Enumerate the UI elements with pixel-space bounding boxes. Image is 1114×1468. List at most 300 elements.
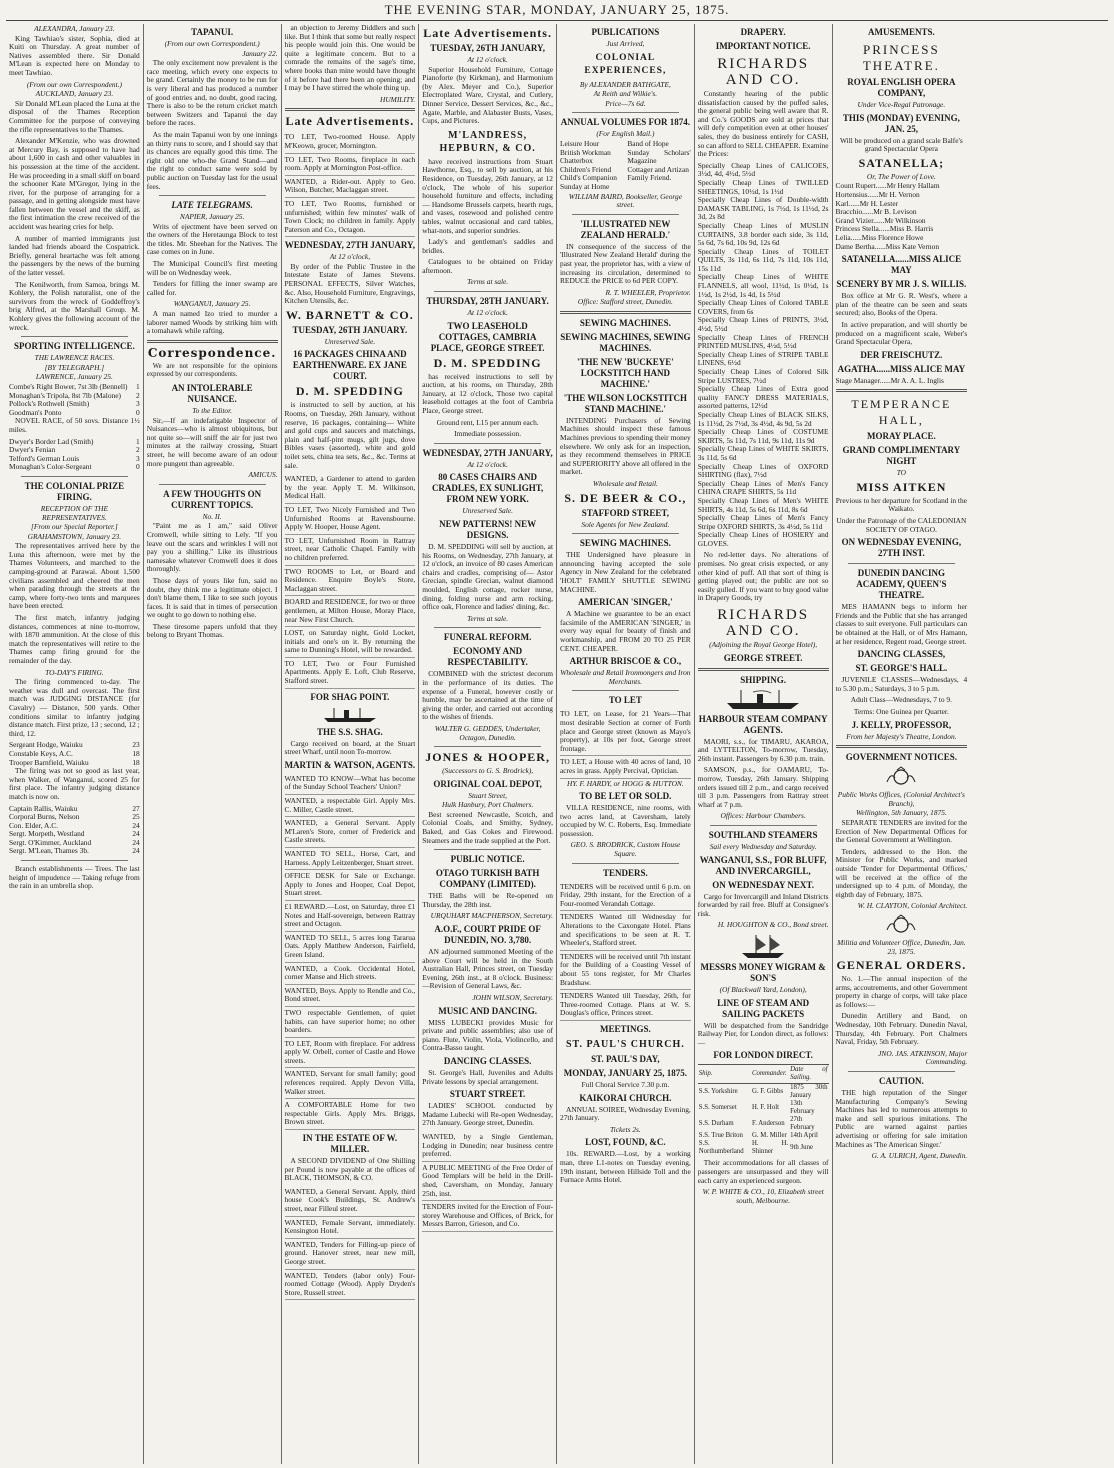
classified-ad: TWO ROOMS to Let, or Board and Residence. Enquire Boyle's Store, Maclaggan street. xyxy=(285,566,416,597)
price-item: Specially Cheap Lines of Colored Silk Stripe LUSTRES, 7½d xyxy=(697,367,829,385)
classified-ad: WANTED, Tenders (labor only) Four-roomed Cottage (Wood). Apply Dryden's Store, Russell street. xyxy=(285,1270,416,1301)
volume-item: Sunday Scholars' Magazine xyxy=(627,147,691,166)
classified-ad: TO LET, Two-roomed House. Apply M'Keown, grocer, Mornington. xyxy=(285,131,416,153)
place: 1 xyxy=(136,381,140,391)
classified-ad: BOARD and RESIDENCE, for two or three gentlemen, at Milton House, Moray Place, near New First Church. xyxy=(285,596,416,627)
volume-item: Chatterbox xyxy=(560,156,593,166)
volume-item: Sunday at Home xyxy=(560,181,610,191)
competitor: Captain Rallis, Waiuku xyxy=(9,803,78,813)
subheading: No. II. xyxy=(202,511,222,521)
section-heading: TAPANUI. xyxy=(191,27,234,37)
competitor: Trooper Barnfield, Waiuku xyxy=(9,757,89,767)
horse-name: Monaghan's Tripola, 8st 7lb (Malone) xyxy=(9,390,121,400)
agents-name: MARTIN & WATSON, AGENTS. xyxy=(284,759,416,770)
classified-ad: TO LET, Two or Four Furnished Apartments. Apply E. Loft, Club Reserve, Stafford street. xyxy=(285,658,416,689)
lead-role: SATANELLA......MISS ALICE MAY xyxy=(841,254,962,276)
divider xyxy=(285,108,416,111)
classified-ad: WANTED, a Gardener to attend to garden by the year. Apply T. M. Wilkinson, Medical Hall. xyxy=(285,473,416,504)
company-name: ROYAL ENGLISH OPERA COMPANY, xyxy=(847,77,956,98)
divider xyxy=(159,195,266,196)
agents-heading: HARBOUR STEAM COMPANY AGENTS. xyxy=(698,713,828,735)
price-item: Specially Cheap Lines of OXFORD SHIRTING (flax), 7½d xyxy=(697,461,829,480)
classified-ad: TO LET, Two Nicely Furnished and Two Unfurnished Rooms at Ravensbourne. Apply W. Hooper, House Agent. xyxy=(285,504,416,535)
horse-name: Goodman's Ponto xyxy=(9,407,62,417)
classified-ad: WANTED, by a Single Gentleman, Lodging in Dunedin; near business centre preferred. xyxy=(422,1131,553,1162)
horse-name: Pollock's Rothwell (Smith) xyxy=(9,399,90,409)
date-cell: 9th June xyxy=(790,1144,813,1152)
subheading: TO-DAY'S FIRING. xyxy=(45,667,104,677)
opera-title: SATANELLA; xyxy=(858,155,945,170)
competitor: Con. Elder, A.C. xyxy=(9,820,58,830)
score: 27 xyxy=(132,803,140,813)
price-item: Specially Cheap Lines of FRENCH PRINTED MUSLINS, 4½d, 5½d xyxy=(697,332,829,351)
ad-text: A Machine we guarantee to be an exact facsimile of the AMERICAN 'SINGER,' in every way equal for beauty of finish and workmanship, and FROM 20 TO 25 PER CENT. CHEAPER. xyxy=(560,609,691,653)
price-item: Specially Cheap Lines of WHITE FLANNELS, all wool, 11½d, 1s 0½d, 1s 1½d, 1s 2½d, 1s 4d, 1s 5½d xyxy=(697,272,829,299)
news-paragraph: The Kenilworth, from Samoa, brings M. Kohlery, the Polish naturalist, one of the survivors from the wreck of Goddeffroy's brig Alfred, at the Marshall Group. M. Kohlery gives the following account of the wreck. xyxy=(9,279,140,332)
section-heading: GOVERNMENT NOTICES. xyxy=(845,752,958,763)
ad-text: Previous to her departure for Scotland in the Waikato. xyxy=(835,495,967,514)
score: 18 xyxy=(132,757,140,767)
classified-ad: TENDERS will be received until 6 p.m. on Friday, 29th instant, for the Erection of a Four-roomed Verandah Cottage. xyxy=(560,881,691,912)
notice-text: Dunedin Artillery and Band, on Wednesday, 10th February. Dunedin Naval, Thursday, 4th February. Port Chalmers Naval, Friday, 5th February. xyxy=(835,1011,968,1047)
dateline: ALEXANDRA, January 23. xyxy=(34,24,115,33)
classified-ad: WANTED TO SELL, 5 acres long Tararua Oats. Apply Matthew Anderson, Fairfield, Green Island. xyxy=(285,932,416,963)
auction-date: WEDNESDAY, 27TH JANUARY, xyxy=(422,447,553,458)
classified-ad: WANTED, Boys. Apply to Rendle and Co., Bond street. xyxy=(285,985,416,1007)
event-date: ON WEDNESDAY EVENING, 27TH INST. xyxy=(841,537,962,559)
news-paragraph: Sir,—If an indefatigable Inspector of Nuisances—who is almost ubiquitous, but not quite so—will sniff the air for just two minutes at the railway crossing, Stuart street, he will become aware of an odour more pungent than agreeable. xyxy=(146,415,278,468)
section-heading: TO LET xyxy=(608,695,642,706)
news-paragraph: The first match, infantry judging distances, commences at nine to-morrow, with 1870 ammunition. At the close of this match the representatives will retire to the Thames camp firing ground for the remainder of the day. xyxy=(9,613,140,665)
stage-manager: Stage Manager......Mr A. A. L. Inglis xyxy=(835,375,944,385)
commander-cell: G. F. Gibbs xyxy=(751,1088,784,1096)
auction-text: Catalogues to be obtained on Friday afternoon. xyxy=(422,257,553,275)
cast-list xyxy=(836,182,968,251)
ad-text: Adult Class—Wednesdays, 7 to 9. xyxy=(850,695,952,705)
address: GEORGE STREET. xyxy=(723,652,803,663)
column-3 xyxy=(282,24,420,1464)
place: 0 xyxy=(136,462,140,472)
subheading: (For English Mail.) xyxy=(596,129,655,139)
shipping-text: SAMSON, p.s., for OAMARU, To-morrow, Tuesday, 26th January. Shipping orders issued till 2 p.m., and cargo received till 3 p.m. Passengers from Rattray street wharf at 7 p.m. xyxy=(697,765,829,809)
price-item: Specially Cheap Lines of STRIPE TABLE LINENS, 6½d xyxy=(697,349,829,368)
classified-ad: WANTED TO KNOW—What has become of the Sunday School Teachers' Union? xyxy=(285,773,416,795)
company-name: ARTHUR BRISCOE & CO., xyxy=(569,656,682,667)
notice-text: THE high reputation of the Singer Manufacturing Company's Sewing Machines has led to numerous attempts to make and sell spurious imitations. The Public are warned against parties advertising or offering for sale imitation Machines as 'The American Singer.' xyxy=(835,1088,968,1149)
section-heading: A FEW THOUGHTS ON CURRENT TOPICS. xyxy=(163,488,262,510)
agents-name: W. P. WHITE & CO., 10, Elizabeth street south, Melbourne. xyxy=(702,1187,824,1205)
price-item: Specially Cheap Lines of Men's Fancy CHINA CRAPE SHIRTS, 5s 11d xyxy=(697,478,829,497)
divider xyxy=(572,214,679,215)
commander-cell: G. M. Miller xyxy=(751,1132,787,1140)
score: 24 xyxy=(132,837,140,847)
seller: WILLIAM BAIRD, Bookseller, George street. xyxy=(568,191,682,210)
competitor: Sergt. M'Lean, Thames 3b. xyxy=(9,846,89,856)
notice-text: SEPARATE TENDERS are invited for the Erection of New Departmental Offices for the General Government at Wellington. xyxy=(835,817,968,845)
undertaker: WALTER G. GEDDES, Undertaker, Octagon, Dunedin. xyxy=(434,723,541,742)
shipping-text: Will be despatched from the Sandridge Railway Pier, for London direct, as follows:— xyxy=(697,1020,829,1047)
score: 23 xyxy=(132,740,140,750)
signature: W. H. CLAYTON, Colonial Architect. xyxy=(857,901,968,911)
author: By ALEXANDER BATHGATE, xyxy=(579,79,671,89)
divider xyxy=(836,745,968,748)
masthead: THE EVENING STAR, MONDAY, JANUARY 25, 1875. xyxy=(384,2,730,17)
cast-item: Bracchio......Mr B. Levison xyxy=(835,207,917,217)
auction-text: D. M. SPEDDING will sell by auction, at his Rooms, on Wednesday, 27th January, at 12 o'clock, an invoice of 80 cases American chairs and cradles, comprising of— Astor Grecian, spindle Grecian, walnut diamond moulded, English cottage, rocker nurse, dining, folding nurse and arm rocking, office oak, Florence and ladies' dining, &c. xyxy=(422,542,553,612)
dateline: Wellington, 5th January, 1875. xyxy=(855,808,947,818)
price-item: Specially Cheap Lines of Colored TABLE COVERS, from 6s xyxy=(697,298,829,316)
horse-name: Monaghan's Color-Sergeant xyxy=(9,462,92,472)
divider xyxy=(710,825,817,826)
table-header-row xyxy=(698,1065,829,1084)
news-paragraph: The Municipal Council's first meeting will be on Wednesday week. xyxy=(146,259,278,277)
ad-text: JUVENILE CLASSES—Wednesdays, 4 to 5.30 p.m.; Saturdays, 3 to 5 p.m. xyxy=(835,675,968,693)
event-text: ANNUAL SOIREE, Wednesday Evening, 27th January. xyxy=(560,1104,691,1123)
column-2 xyxy=(144,24,282,1464)
sailing-table xyxy=(698,1064,829,1156)
column-header: Date of Sailing. xyxy=(789,1065,828,1084)
divider xyxy=(434,849,541,850)
news-paragraph: These tiresome papers unfold that they belong to Bryant Thomas. xyxy=(146,621,278,640)
agent: HY. F. HARDY, or HOGG & HUTTON. xyxy=(567,778,684,788)
auction-text: have received instructions from Stuart Hawthorne, Esq., to sell by auction, at his Residence, on Tuesday, 26th January, at 12 o'clock, The whole of his superior household furniture and effects, including— Handsome Brussels carpets, hearth rugs, and vases, rosewood and polished centre tables, walnut occasional and card tables, what-nots, and superior sundries. xyxy=(422,156,553,235)
horse-name: Combe's Right Bower, 7st 3lb (Bennell) xyxy=(9,381,128,391)
dateline: LAWRENCE, January 25. xyxy=(35,372,113,382)
section-heading: MEETINGS. xyxy=(599,1023,651,1034)
date-cell: 1875 30th January xyxy=(790,1084,828,1100)
classified-ad: WANTED, Tenders for Filling-up piece of ground. Hanover street, near new mill, George street. xyxy=(285,1239,416,1270)
price-item: Specially Cheap Lines of TOILET QUILTS, 3s 11d, 6s 11d, 7s 11d, 10s 11d, 15s 11d xyxy=(697,246,829,273)
classified-ad: £1 REWARD.—Lost, on Saturday, three £1 Notes and Half-sovereign, between Rattray street and Octagon. xyxy=(285,901,416,932)
auctioneer-name: D. M. SPEDDING xyxy=(295,384,404,399)
section-heading: LATE TELEGRAMS. xyxy=(171,200,253,211)
terms: Terms at sale. xyxy=(467,277,509,287)
date-cell: 13th February xyxy=(790,1100,815,1116)
classified-ad: WANTED, a Rider-out. Apply to Geo. Wilson, Butcher, Maclaggan street. xyxy=(285,176,416,198)
competitor: Constable Keys, A.C. xyxy=(9,748,73,758)
section-heading: SEWING MACHINES. xyxy=(579,538,671,549)
classified-ad: TO LET, Room with fireplace. For address apply W. Orbell, corner of Castle and Howe streets. xyxy=(285,1038,416,1069)
office-heading: Militia and Volunteer Office, Dunedin, Jan. 23, 1875. xyxy=(837,937,966,956)
table-row xyxy=(698,1140,829,1156)
divider xyxy=(21,476,128,477)
notice-text: AN adjourned summoned Meeting of the above Court will be held in the South Australian Hall, Princes street, on Tuesday Evening, 26th inst., at 8 o'clock. Business:—Revision of General Laws, &c. xyxy=(422,947,553,991)
place: 0 xyxy=(136,407,140,417)
address: Stuart Street, xyxy=(468,790,507,800)
cast-item: Count Rupert......Mr Henry Hallam xyxy=(835,181,940,191)
performance-date: THIS (MONDAY) EVENING, JAN. 25, xyxy=(842,112,960,134)
classified-ad: WANTED, a respectable Girl. Apply Mrs. C. Miller, Castle street. xyxy=(285,795,416,817)
price-item: Specially Cheap Lines of COSTUME SKIRTS, 5s 11d, 7s 11d, 9s 11d, 11s 9d xyxy=(697,427,829,445)
divider xyxy=(21,860,128,861)
notice-heading: IMPORTANT NOTICE. xyxy=(715,41,811,51)
sale-title: 80 CASES CHAIRS AND CRADLES, EX SUNLIGHT, FROM NEW YORK. xyxy=(431,472,544,505)
editor-note: We are not responsible for the opinions expressed by our correspondents. xyxy=(146,362,278,379)
section-heading: THE COLONIAL PRIZE FIRING. xyxy=(24,480,125,502)
signature: HUMILITY. xyxy=(379,94,416,104)
classified-ad: TENDERS invited for the Erection of Four-storey Warehouse and Offices, of Brick, for Messrs Barron, Grieson, and Co. xyxy=(422,1201,553,1232)
race-results xyxy=(9,438,140,472)
orders-heading: GENERAL ORDERS. xyxy=(836,958,967,973)
divider xyxy=(572,112,679,113)
salutation: To the Editor. xyxy=(192,406,233,415)
subheading: Just Arrived, xyxy=(606,39,645,48)
section-heading: AMUSEMENTS. xyxy=(867,27,935,37)
volume-item: Band of Hope xyxy=(627,138,669,148)
steamship-icon xyxy=(723,689,803,711)
ad-text: THE Undersigned have pleasure in announcing having accepted the sole Agency in New Zealand for the celebrated 'HOLT' FAMILY SHUTTLE SEWING MACHINE. xyxy=(560,550,691,594)
auction-text: Ground rent, L15 per annum each. xyxy=(436,417,539,427)
ship-cell: S.S. True Briton xyxy=(698,1132,743,1140)
classified-ad: A PUBLIC MEETING of the Free Order of Good Templars will be held in the Drill-shed, Caversham, on Monday, January 25th, inst. xyxy=(422,1162,553,1201)
divider xyxy=(848,1071,956,1072)
news-paragraph: Writs of ejectment have been served on the owners of the Heretaunga Block to test the titles. Mr. Sheehan for the Natives. The case comes on in June. xyxy=(146,221,278,257)
sale-title: NEW PATTERNS! NEW DESIGNS. xyxy=(439,519,537,540)
price-item: Specially Cheap Lines of BLACK SILKS, 1s 11½d, 2s 7½d, 3s 4½d, 4s 9d, 5s 2d xyxy=(697,409,829,428)
volume-list xyxy=(560,140,691,192)
classified-ad: WANTED, Servant for small family; good references required. Apply Devon Villa, Walker street. xyxy=(285,1068,416,1099)
cast-item: Dame Bertha......Miss Kate Vernon xyxy=(835,241,940,251)
horse-name: Dwyer's Fenian xyxy=(9,445,56,455)
volume-item: British Workman xyxy=(560,147,611,157)
classified-ad: LOST, on Saturday night, Gold Locket, initials and one's on it. By returning the same to Dunning's Hotel, will be rewarded. xyxy=(285,627,416,658)
royal-crest-icon xyxy=(883,914,919,936)
agent: GEO. S. BRODRICK, Custom House Square. xyxy=(570,840,681,859)
signature: URQUHART MACPHERSON, Secretary. xyxy=(430,911,553,921)
route-heading: FOR LONDON DIRECT. xyxy=(713,1050,813,1061)
signature: AMICUS. xyxy=(248,470,278,480)
section-heading: Late Advertisements. xyxy=(285,114,415,129)
auction-text: is instructed to sell by auction, at his Rooms, on Tuesday, 26th January, without reserve, 16 packages, containing— White and gold cups and saucers and matchings, plain and half-pint mugs, gilt jugs, dove Bibles vases (assorted), white and gold toilet sets, china tea sets, &c., &c. Terms at sale. xyxy=(284,400,416,470)
price-item: Specially Cheap Lines of WHITE SKIRTS, 3s 11d, 5s 6d xyxy=(697,444,829,462)
shipping-text: Cargo for Invercargill and Inland Districts forwarded by rail free. Bluff at Consignee's risk. xyxy=(697,891,829,918)
section-heading: PUBLICATIONS xyxy=(591,27,660,37)
news-paragraph: The firing was not so good as last year, when Walker, of Wanganui, scored 25 for first place. The infantry judging distance match is now on. xyxy=(9,766,140,801)
score: 24 xyxy=(132,846,140,856)
date-cell: 14th April xyxy=(790,1132,818,1140)
section-heading: SOUTHLAND STEAMERS xyxy=(708,829,818,840)
section-heading: CAUTION. xyxy=(878,1076,924,1087)
news-paragraph: Those days of yours like fun, said no doubt, they think me a legitimate object. I don't blame them, I like to see such joyous faces. It is said that in times of persecution we ought to go down to nothing else. xyxy=(146,575,278,620)
volume-item: Leisure Hour xyxy=(560,138,600,148)
signature: JOHN WILSON, Secretary. xyxy=(472,993,553,1002)
volume-item: Cottager and Artizan xyxy=(627,164,689,174)
auction-time: At 12 o'clock. xyxy=(467,459,508,469)
classified-ad: WANTED TO SELL, Horse, Cart, and Harness. Apply Leitzenberger, Stuart street. xyxy=(285,848,416,870)
subheading: DANCING CLASSES. xyxy=(443,1055,532,1066)
shipping-text: MAORI, s.s., for TIMARU, AKAROA, and LYTTELTON, To-morrow, Tuesday, 26th instant. Passengers by 6.30 p.m. train. xyxy=(697,736,829,763)
section-heading: DANCING CLASSES, xyxy=(857,649,946,660)
classified-ad: TO LET, Two Rooms, furnished or unfurnished; within few minutes' walk of Town Clock; no children in family. Apply Paterson and Co., Octagon. xyxy=(285,198,416,237)
date-cell: 27th February xyxy=(790,1116,815,1132)
address: STAFFORD STREET, xyxy=(581,507,669,518)
ad-heading: 'ILLUSTRATED NEW ZEALAND HERALD.' xyxy=(580,218,671,240)
column-7 xyxy=(833,24,971,1464)
product-name: 'THE NEW 'BUCKEYE' LOCKSTITCH HAND MACHINE.' xyxy=(576,356,674,389)
event-text: Full Choral Service 7.30 p.m. xyxy=(581,1079,670,1089)
ad-text: Constantly hearing of the public dissatisfaction caused by the puffed sales, the general public being well aware that R. and Co.'s GOODS are sold at prices that will defy competition even at other houses' sales, they do business entirely for CASH, so can afford to SELL CHEAPER. Examine the Prices: xyxy=(697,89,829,159)
sale-type: Unreserved Sale. xyxy=(324,336,376,346)
event-title: ST. PAUL'S DAY, xyxy=(591,1053,660,1064)
dateline: GRAHAMSTOWN, January 23. xyxy=(27,531,122,541)
funeral-text: COMBINED with the strictest decorum in the performance of its duties. The expense of a Funeral, however costly or humble, may be ascertained at the time of giving the order, and carried out according to the wishes of friends. xyxy=(422,669,553,722)
news-paragraph: Branch establishments — Trees. The last height of impudence — Taking refuge from the rain in an umbrella shop. xyxy=(9,864,140,891)
column-5 xyxy=(557,24,695,1464)
horse-name: Dwyer's Border Lad (Smith) xyxy=(9,436,94,446)
section-heading: Late Advertisements. xyxy=(423,26,552,40)
cast-item: Lelia......Miss Florence Howe xyxy=(835,232,924,242)
subheading: RECEPTION OF THE REPRESENTATIVES. xyxy=(40,503,109,522)
table-row xyxy=(698,1100,829,1116)
classified-ad: WANTED, Female Servant, immediately. Kensington Hotel. xyxy=(285,1217,416,1239)
signature: G. A. ULRICH, Agent, Dunedin. xyxy=(871,1151,968,1161)
price-item: Specially Cheap Lines of Extra good quality FANCY DRESS MATERIALS, assorted patterns, 12½d xyxy=(697,384,829,411)
classified-ad: TO LET, Two Rooms, fireplace in each room. Apply at Mornington Post-office. xyxy=(285,154,416,176)
royal-crest-icon xyxy=(883,766,919,788)
classified-ad: TO LET, on Lease, for 21 Years—That most desirable Section at corner of Forth place and George street (known as Mayo's property), at 10s per foot, George street frontage. xyxy=(560,708,691,756)
price-item: Specially Cheap Lines of PRINTS, 3½d, 4½d, 5½d xyxy=(697,315,829,334)
auctioneer-name: D. M. SPEDDING xyxy=(433,355,542,370)
agent-note: Sole Agents for New Zealand. xyxy=(581,519,670,529)
cast-item: Karl......Mr H. Lester xyxy=(835,198,899,208)
ad-text: Terms: One Guinea per Quarter. xyxy=(853,707,949,716)
address: Hulk Hanbury, Port Chalmers. xyxy=(441,800,534,810)
table-row xyxy=(698,1084,829,1101)
price-item: Specially Cheap Lines of TWILLED SHEETINGS, 10½d, 1s 1½d xyxy=(697,177,829,196)
notice-text: St. George's Hall, Juveniles and Adults Private lessons by special arrangement. xyxy=(422,1067,553,1086)
classified-ad: A COMFORTABLE Home for two respectable Girls. Apply Mrs. Briggs, Brown street. xyxy=(285,1099,416,1130)
competitor: Sergt. O'Kimmer, Auckland xyxy=(9,837,92,847)
auctioneer-name: M'LANDRESS, HEPBURN, & CO. xyxy=(439,129,536,154)
ad-text: INTENDING Purchasers of Sewing Machines should inspect these famous Machines previous to spending their money elsewhere. We only ask for an inspection, as they recommend themselves in PRICE and SUPERIORITY above all offered in the market. xyxy=(560,415,691,477)
news-paragraph: Sir Donald M'Lean placed the Luna at the disposal of the Thames Reception Committee for the purpose of conveying the rifle representatives to the Thames. xyxy=(9,98,140,134)
price-list xyxy=(698,162,829,549)
news-paragraph: The firing commenced to-day. The weather was dull and overcast. The first match was JUDGING DISTANCE (for Cavalry) — Distance, 500 yards. Other conditions similar to infantry judging distance match. First prize, 13 ; second, 12 ; third, 12. xyxy=(9,677,140,738)
seller: At Reith and Wilkie's. xyxy=(593,89,658,99)
price-item: Specially Cheap Lines of Double-width DAMASK TABLING, 1s 7½d, 1s 11½d, 2s 3d, 2s 8d xyxy=(697,195,829,222)
coal-text: Best screened Newcastle, Scotch, and Colonial Coals, and Smithy, Sydney, Baked, and Gas Cokes and Firewood. Steamers and the trade supplied at the Port. xyxy=(422,809,553,845)
auction-time: At 12 o'clock. xyxy=(467,55,508,64)
section-heading: LOST, FOUND, &C. xyxy=(585,1137,666,1148)
sailing-ship-icon xyxy=(738,933,788,959)
section-heading: SHIPPING. xyxy=(740,674,786,685)
news-paragraph: "Paint me as I am," said Oliver Cromwell, while sitting to Lely. "If you leave out the scars and wrinkles I will not pay you a shilling." Like its illustrious namesake whatever Cromwell does it does thoroughly. xyxy=(146,521,278,574)
notice-text: MISS LUBECKI provides Music for private and public assemblies; also use of piano. Flute, Violin, Viola, Violincello, and Contra-Basso taught. xyxy=(422,1017,553,1053)
subheading: THE LAWRENCE RACES. xyxy=(34,353,115,363)
notice-text: Tenders, addressed to the Hon. the Minister for Public Works, and marked outside 'Tender for Departmental Offices,' will be received at the office of the undersigned up to 4 p.m. of Monday, the eighth day of February, 1875. xyxy=(835,846,968,899)
divider xyxy=(147,340,278,343)
lead-role: AGATHA......MISS ALICE MAY xyxy=(837,363,966,374)
news-paragraph: King Tawhiao's sister, Sophia, died at Kuiti on Thursday. A great number of Natives assembled there. Sir Donald M'Lean is expected here on Monday to meet Tawhiao. xyxy=(9,33,140,77)
columns xyxy=(6,24,1108,1464)
classified-ad: WANTED, a Cook. Occidental Hotel, corner Manse and Hich streets. xyxy=(285,963,416,985)
venue-name: ST. GEORGE'S HALL. xyxy=(855,663,948,674)
cast-item: Grand Vizier......Mr Wilkinson xyxy=(835,215,926,225)
shipping-text: Cargo received on board, at the Stuart street Wharf, until noon To-morrow. xyxy=(284,738,416,757)
performer-name: MISS AITKEN xyxy=(856,479,947,494)
divider xyxy=(21,336,128,337)
price-item: Specially Cheap Lines of Men's WHITE SHIRTS, 4s 11d, 5s 6d, 6s 11d, 8s 6d xyxy=(697,495,829,514)
place: 1 xyxy=(136,436,140,446)
section-heading: SPORTING INTELLIGENCE. xyxy=(14,341,135,352)
agents-name: H. HOUGHTON & CO., Bond street. xyxy=(717,920,829,930)
section-heading: FUNERAL REFORM. xyxy=(443,632,532,643)
notice-text: LADIES' SCHOOL conducted by Madame Lubecki will Re-open Wednesday, 27th January. George street, Dunedin. xyxy=(422,1101,553,1128)
auction-text: Superior Household Furniture, Cottage Pianoforte (by Kirkman), and Harmonium (by Alex. Meyer and Co.), Superior Electroplated Ware, Crystal, and Cutlery, Dinner Service, Dessert Services, &c., &c., Agate, Marble, and Alabaster Busts, Vases, Cups, and Pictures. xyxy=(422,64,553,126)
commander-cell: F. Anderson xyxy=(751,1120,785,1128)
divider xyxy=(572,863,679,864)
shipping-heading: FOR SHAG POINT. xyxy=(310,691,390,702)
subheading: ECONOMY AND RESPECTABILITY. xyxy=(447,646,528,668)
auction-time: At 12 o'clock. xyxy=(467,308,508,318)
ad-heading: SEWING MACHINES, SEWING MACHINES. xyxy=(560,331,691,353)
ad-text: No red-letter days. No alterations of premises. No great crisis expected, or any other kind of puff. All that sort of thing is getting played out; the public are not so easily gulled. If you want to buy good value in Drapery Goods, try xyxy=(697,550,829,603)
opera-title: DER FREISCHUTZ. xyxy=(860,349,943,360)
ad-heading: ANNUAL VOLUMES FOR 1874. xyxy=(560,117,690,128)
dateline: NAPIER, January 25. xyxy=(179,212,245,222)
place: 3 xyxy=(136,399,140,409)
line-name: LINE OF STEAM AND SAILING PACKETS xyxy=(717,997,810,1019)
auction-date: WEDNESDAY, 27TH JANUARY, xyxy=(284,240,415,251)
commander-cell: H. F. Holt xyxy=(751,1104,780,1112)
scenery-credit: SCENERY BY MR J. S. WILLIS. xyxy=(836,279,967,290)
column-6 xyxy=(695,24,833,1464)
church-name: KAIKORAI CHURCH. xyxy=(579,1092,672,1103)
score-row xyxy=(9,847,140,856)
letter-heading: AN INTOLERABLE NUISANCE. xyxy=(171,383,253,404)
divider xyxy=(572,533,679,534)
news-paragraph: A man named Izo tried to murder a laborer named Woods by striking him with a tomahawk while rafting. xyxy=(146,309,278,336)
auction-text: By order of the Public Trustee in the Intestate Estate of James Stevens. PERSONAL EFFECTS, Silver Watches, &c. Also, Household Furniture, Engravings, Kitchen Utensils, &c. xyxy=(284,261,416,306)
news-paragraph: The only excitement now prevalent is the race meeting, which every one expects to be grand. Certainly the money to be run for is very liberal and has produced a number of good entries and, no doubt, good racing. There is also to be the return cricket match between Switzers and Tapanui the day before the races. xyxy=(146,58,278,128)
sale-type: Unreserved Sale. xyxy=(462,506,513,516)
auction-text: Immediate possession. xyxy=(454,429,522,439)
ship-cell: S.S. Somerset xyxy=(698,1104,737,1112)
classified-ad: TENDERS will be received until 7th instant for the Building of a Coasting Vessel of about 55 tons register, for Mr Charles Bradshaw. xyxy=(560,951,691,990)
section-heading: MUSIC AND DANCING. xyxy=(438,1005,537,1016)
event-connector: TO xyxy=(896,468,907,478)
price-item: Specially Cheap Lines of MUSLIN CURTAINS, 3.8 border each side, 3s 11d, 5s 6d, 7s 6d, 10s 9d, 12s 6d xyxy=(697,220,829,248)
score: 24 xyxy=(132,820,140,830)
office-note: Offices: Harbour Chambers. xyxy=(720,811,806,821)
ad-text: Under the Patronage of the CALEDONIAN SOCIETY OF OTAGO. xyxy=(836,516,967,534)
terms: Terms at sale. xyxy=(467,613,509,623)
auctioneer-name: W. BARNETT & CO. xyxy=(286,307,414,322)
company-name: MESSRS MONEY WIGRAM & SON'S xyxy=(700,961,826,983)
divider xyxy=(698,668,829,671)
score: 18 xyxy=(132,748,140,758)
product-name: 'THE WILSON LOCKSTITCH STAND MACHINE.' xyxy=(563,392,688,414)
commander-cell: H. H. Shinner xyxy=(751,1140,789,1156)
news-paragraph: A number of married immigrants just landed had friends aboard the Cospatrick. Briefly, general heartache was felt among the passengers by the news of the burning of the latter vessel. xyxy=(9,233,140,278)
signature: R. T. WHEELER, Proprietor. xyxy=(605,287,691,297)
competitor: Sergt. Morpeth, Westland xyxy=(9,829,85,839)
section-heading: PUBLIC NOTICE. xyxy=(450,854,525,865)
place: 2 xyxy=(136,445,140,455)
sale-title: TWO LEASEHOLD COTTAGES, CAMBRIA PLACE, GEORGE STREET. xyxy=(430,320,545,353)
column-4 xyxy=(419,24,557,1464)
news-paragraph: As the main Tapanui won by one innings an thirty runs to score, and I should say that its chances are equally good this time. The right old one who-the Grand Stand—and the right to conduct same were sold by public auction on Tuesday last for the usual fees. xyxy=(146,129,278,191)
volume-item: Child's Companion xyxy=(560,173,617,183)
column-header: Commander. xyxy=(751,1065,789,1084)
section-heading: SEWING MACHINES. xyxy=(579,317,671,328)
column-header: Ship. xyxy=(698,1065,751,1084)
news-paragraph: Alexander M'Kenzie, who was drowned at Mercury Bay, is supposed to have had about 1,600 in cash and other valuables in his possession at the time of the accident. He was proceeding in a small skiff on board the schooner Kate M'Gregor, lying in the river, for the purpose of arranging for a passage, and in getting alongside must have fallen between the vessel and the skiff, as the first intimation the crew received of the accident was hearing cries for help. xyxy=(9,136,140,232)
auction-date: THURSDAY, 28TH JANUARY. xyxy=(426,296,549,307)
divider xyxy=(159,484,266,485)
classified-ad: TENDERS Wanted till Tuesday, 26th, for Three-roomed Cottage. Plans at W. S. Douglas's office, Princes street. xyxy=(560,990,691,1021)
subheading: Sail every Wednesday and Saturday. xyxy=(709,841,817,851)
